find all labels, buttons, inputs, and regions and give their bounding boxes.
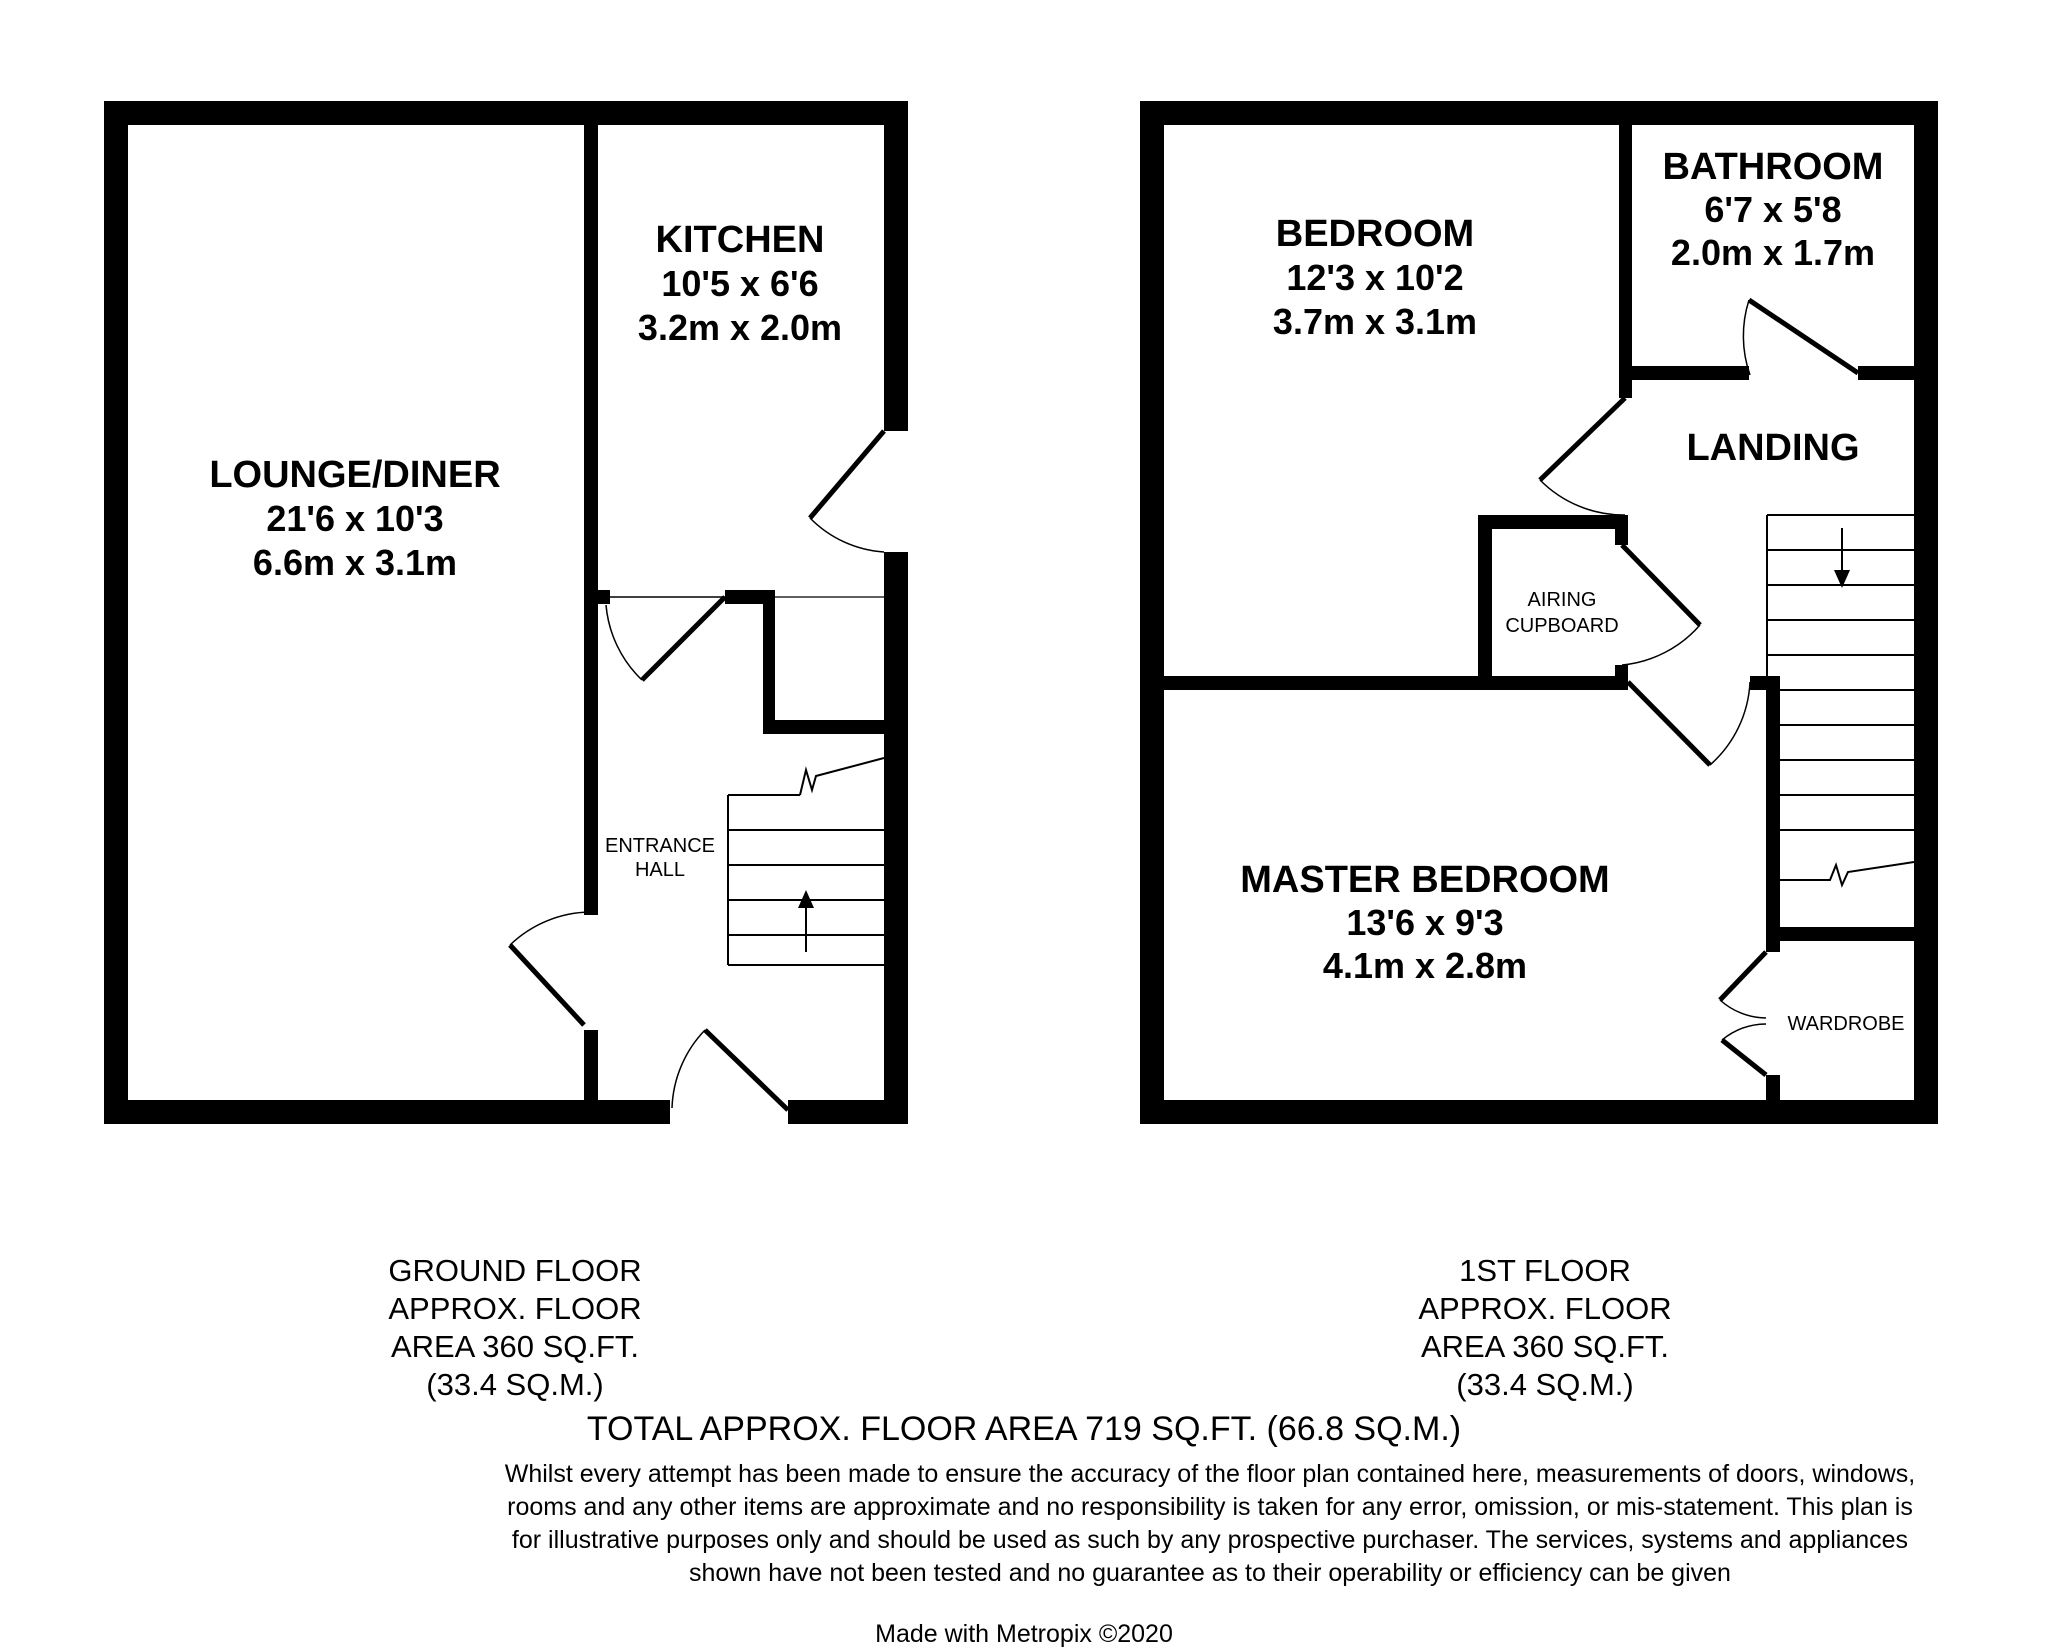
ground-floor-stairs — [728, 758, 884, 965]
kitchen-name: KITCHEN — [655, 219, 825, 261]
lounge-diner-name: LOUNGE/DINER — [209, 454, 501, 496]
airing-cupboard-line1: AIRING — [1527, 589, 1597, 611]
master-bedroom-label — [1240, 859, 1609, 986]
bedroom-metric: 3.7m x 3.1m — [1272, 301, 1478, 342]
ground-floor-info — [300, 1252, 730, 1404]
bathroom-metric: 2.0m x 1.7m — [1670, 232, 1876, 273]
bathroom-label — [1663, 146, 1884, 273]
first-floor-info-line2: APPROX. FLOOR — [1418, 1291, 1672, 1326]
wardrobe-label — [1787, 1013, 1904, 1035]
ground-floor-info-line2: APPROX. FLOOR — [388, 1291, 642, 1326]
airing-cupboard-line2: CUPBOARD — [1505, 615, 1619, 637]
first-floor-info-line1: 1ST FLOOR — [1459, 1253, 1631, 1288]
ground-floor-info-line1: GROUND FLOOR — [388, 1253, 642, 1288]
ground-floor-info-line3: AREA 360 SQ.FT. — [390, 1329, 640, 1364]
bedroom-label — [1273, 213, 1477, 342]
entrance-hall-label — [605, 835, 715, 881]
bedroom-name: BEDROOM — [1275, 213, 1475, 255]
kitchen-metric: 3.2m x 2.0m — [637, 307, 843, 348]
first-floor-stairs — [1767, 515, 1914, 898]
master-bedroom-imperial: 13'6 x 9'3 — [1346, 902, 1504, 943]
wardrobe-name: WARDROBE — [1787, 1013, 1905, 1035]
lounge-diner-label — [209, 454, 500, 583]
landing-label — [1686, 427, 1859, 469]
kitchen-imperial: 10'5 x 6'6 — [661, 263, 819, 304]
lounge-diner-metric: 6.6m x 3.1m — [252, 542, 458, 583]
bathroom-imperial: 6'7 x 5'8 — [1704, 189, 1842, 230]
landing-name: LANDING — [1686, 427, 1860, 469]
total-floor-area: TOTAL APPROX. FLOOR AREA 719 SQ.FT. (66.8 SQ.M.) — [586, 1410, 1462, 1448]
first-floor-plan — [1140, 101, 1938, 1124]
master-bedroom-name: MASTER BEDROOM — [1240, 859, 1610, 901]
bedroom-imperial: 12'3 x 10'2 — [1286, 257, 1464, 298]
lounge-diner-imperial: 21'6 x 10'3 — [266, 498, 444, 539]
ground-floor-info-line4: (33.4 SQ.M.) — [426, 1367, 604, 1402]
disclaimer-text: Whilst every attempt has been made to ensure the accuracy of the floor plan contained here, measurements of doors, windows, rooms and any other items are approximate and no responsibility is taken for any error, omission, or mis-statement. This plan is for illustrative purposes only and should be used as such by any prospective purchaser. The services, systems and appliances shown have not been tested and no guarantee as to their operability or efficiency can be given — [504, 1460, 1916, 1587]
master-bedroom-metric: 4.1m x 2.8m — [1322, 945, 1528, 986]
ground-floor-plan — [104, 101, 908, 1124]
first-floor-info-line3: AREA 360 SQ.FT. — [1420, 1329, 1670, 1364]
kitchen-label — [638, 219, 842, 348]
metropix-credit: Made with Metropix ©2020 — [875, 1620, 1173, 1648]
entrance-hall-line2: HALL — [634, 859, 686, 881]
bathroom-name: BATHROOM — [1662, 146, 1884, 188]
airing-cupboard-label — [1505, 589, 1618, 637]
entrance-hall-line1: ENTRANCE — [604, 835, 716, 857]
first-floor-info — [1330, 1252, 1760, 1404]
first-floor-info-line4: (33.4 SQ.M.) — [1456, 1367, 1634, 1402]
